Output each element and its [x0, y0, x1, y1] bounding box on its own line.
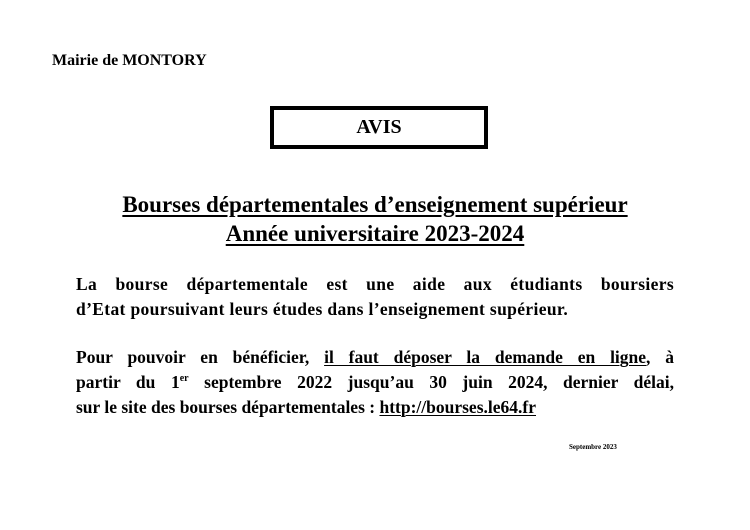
ordinal-superscript: er	[179, 373, 189, 384]
paragraph-instructions	[76, 345, 674, 420]
paragraph2-line-2-start: partir du 1	[76, 372, 180, 392]
paragraph2-line-1-end: , à	[646, 347, 674, 367]
paragraph2-line-1	[76, 345, 674, 370]
paragraph2-line-3-start: sur le site des bourses départementales :	[76, 397, 380, 417]
bourses-website-link[interactable]: http://bourses.le64.fr	[379, 397, 536, 417]
paragraph2-line-2-end: septembre 2022 jusqu’au 30 juin 2024, dernier délai,	[188, 372, 674, 392]
online-application-emphasis: il faut déposer la demande en ligne	[324, 347, 647, 367]
paragraph1-line-2: d’Etat poursuivant leurs études dans l’enseignement supérieur.	[76, 299, 569, 319]
document-title	[0, 190, 750, 248]
avis-label: AVIS	[356, 116, 402, 138]
paragraph-description	[76, 272, 674, 322]
mairie-name: Mairie de MONTORY	[52, 52, 207, 69]
paragraph2-line-2	[76, 370, 674, 395]
paragraph2-line-3	[76, 395, 674, 420]
title-line-1-text: Bourses départementales d’enseignement supérieur	[122, 192, 628, 217]
paragraph1-line-1: La bourse départementale est une aide aux étudiants boursiers	[76, 274, 674, 294]
avis-notice-box	[270, 106, 488, 149]
title-line-2-text: Année universitaire 2023-2024	[225, 221, 525, 246]
paragraph2-line-1-start: Pour pouvoir en bénéficier,	[76, 347, 325, 367]
title-line-1	[0, 190, 750, 219]
title-line-2	[0, 219, 750, 248]
document-date: Septembre 2023	[569, 443, 617, 451]
